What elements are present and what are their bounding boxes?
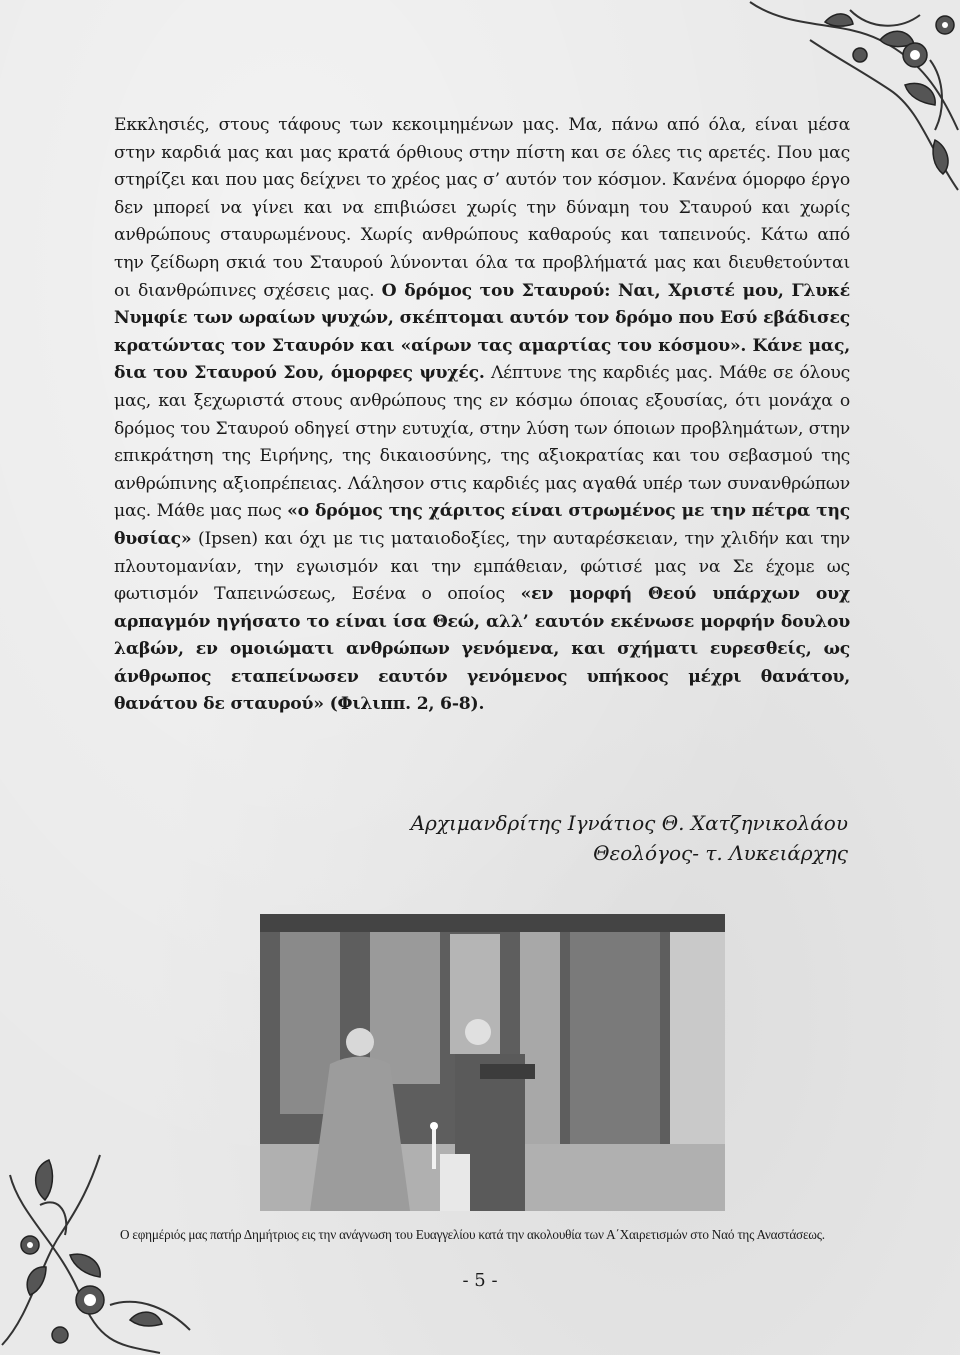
author-title: Θεολόγος- τ. Λυκειάρχης [593,841,848,865]
author-signature [411,808,848,868]
photo-caption: Ο εφημέριός μας πατήρ Δημήτριος εις την ανάγνωση του Ευαγγελίου κατά την ακολουθία των Α΄Χαιρετισμών στο Ναό της Αναστάσεως. [120,1227,825,1242]
floral-corner-ornament-bottom-left [0,1095,200,1355]
church-photo [260,914,725,1211]
page-number: - 5 - [462,1270,498,1291]
author-name: Αρχιμανδρίτης Ιγνάτιος Θ. Χατζηνικολάου [410,811,848,835]
paragraph-text: Εκκλησιές, στους τάφους των κεκοιμημένων μας. Μα, πάνω από όλα, είναι μέσα στην καρδιά μας και μας κρατά όρθιους στην πίστη και σε όλες τις αρετές. Που μας στηρίζει και που μας δείχνει το χρέος μας σ’ αυτόν τον κόσμον. Κανένα όμορφο έργο δεν μπορεί να γίνει και να επιβιώσει χωρίς την δύναμη του Σταυρού και χωρίς ανθρώπους σταυρωμένους. Χωρίς ανθρώπους καθαρούς και ταπεινούς. Κάτω από την ζείδωρη σκιά του Σταυρού λύνονται όλα τα προβλήματά μας και διευθετούνται οι διανθρώπινες σχέσεις μας. [114,115,850,301]
emphasis-text: Ο δρόμος του Σταυρού: Ναι, Χριστέ μου, Γλυκέ Νυμφίε των ωραίων ψυχών, σκέπτομαι αυτόν τον δρόμο που Εσύ εβάδισες κρατώντας τον Σταυρόν και «αίρων τας αμαρτίας του κόσμου». Κάνε μας, δια του Σταυρού Σου, όμορφες ψυχές. [114,280,851,384]
article-text [114,112,850,719]
paragraph-text: Λέπτυνε της καρδιές μας. Μάθε σε όλους μας, και ξεχωριστά στους ανθρώπους της εν κόσμω όποιας εξουσίας, ότι μονάχα ο δρόμος του Σταυρού οδηγεί στην ευτυχία, στην λύση των όποιων προβλημάτων, στην επικράτηση της Ειρήνης, της δικαιοσύνης, της αξιοκρατίας και του σεβασμού της ανθρώπινης αξιοπρέπειας. Λάλησον στις καρδιές μας αγαθά υπέρ των συνανθρώπων μας. Μάθε μας πως [114,363,851,522]
paragraph-text: (Ipsen) και όχι με τις ματαιοδοξίες, την αυταρέσκειαν, την χλιδήν και την πλουτομανίαν, την εγωισμόν και την εμπάθειαν, φώτισέ μας να Σε έχομε ως φωτισμόν Ταπεινώσεως, Εσένα ο οποίος [114,528,850,605]
scripture-quote-text: «εν μορφή Θεού υπάρχων ουχ αρπαγμόν ηγήσατο το είναι ίσα Θεώ, αλλ’ εαυτόν εκένωσε μορφήν δουλου λαβών, εν ομοιώματι ανθρώπων γενόμενα, και σχήματι ευρεσθείς, ως άνθρωπος εταπείνωσεν εαυτόν γενόμενος υπήκοος μέχρι θανάτου, θανάτου δε σταυρού» (Φιλιππ. 2, 6-8). [114,584,850,715]
quote-text: «ο δρόμος της χάριτος είναι στρωμένος με την πέτρα της θυσίας» [114,501,851,549]
